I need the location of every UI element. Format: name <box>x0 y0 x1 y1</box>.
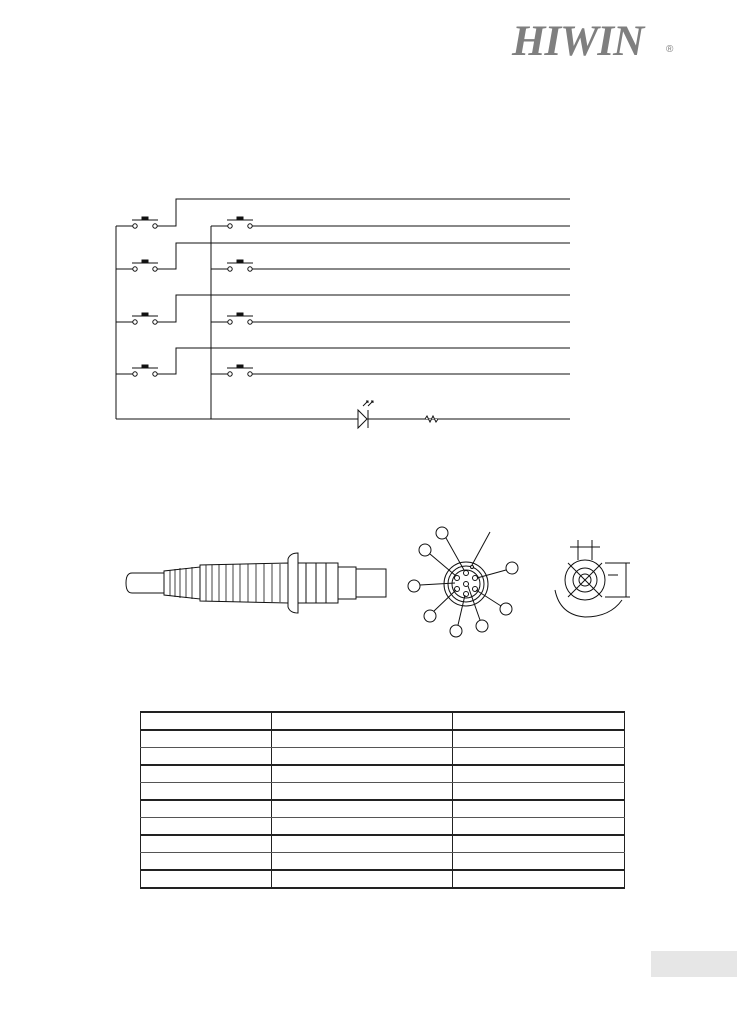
table-row <box>141 765 625 783</box>
table-row <box>141 712 625 730</box>
registered-mark: ® <box>666 44 674 55</box>
table-row <box>141 783 625 801</box>
wiring-row-1 <box>116 199 570 228</box>
table-row <box>141 730 625 748</box>
table-row <box>141 748 625 766</box>
brand-logo <box>512 18 680 66</box>
table-row <box>141 853 625 871</box>
table-cell <box>141 818 272 836</box>
table-cell <box>141 800 272 818</box>
connector-dimension-drawing <box>550 535 640 625</box>
table-cell <box>453 818 625 836</box>
table-cell <box>453 870 625 888</box>
table-cell <box>272 835 453 853</box>
switch-icon <box>132 313 158 324</box>
wiring-row-2 <box>116 243 570 271</box>
table-cell <box>272 765 453 783</box>
table-row <box>141 870 625 888</box>
table-cell <box>272 800 453 818</box>
pin-assignment-table <box>140 711 625 889</box>
table-cell <box>272 818 453 836</box>
connector-pin-face-drawing <box>400 520 530 640</box>
pin-callout <box>436 527 464 570</box>
pin-callout <box>476 590 512 615</box>
pin-callout <box>468 586 488 632</box>
table-cell <box>272 870 453 888</box>
table-cell <box>141 730 272 748</box>
table-cell <box>141 835 272 853</box>
pin-callout <box>424 590 456 622</box>
table-cell <box>453 712 625 730</box>
angle-arc <box>555 590 622 617</box>
brand-logo-text: HIWIN <box>512 18 644 65</box>
pin-callout <box>419 544 456 576</box>
wiring-row-3 <box>116 295 570 324</box>
table-cell <box>272 783 453 801</box>
led-icon <box>358 401 373 428</box>
keyway-leader <box>472 532 490 565</box>
switch-icon <box>132 217 158 228</box>
table-cell <box>141 748 272 766</box>
table-cell <box>141 870 272 888</box>
switch-icon <box>132 260 158 271</box>
switch-icon <box>227 313 253 324</box>
table-cell <box>141 783 272 801</box>
connector-plug-drawing <box>120 545 400 625</box>
page-number-tab <box>651 951 737 977</box>
table-cell <box>453 730 625 748</box>
resistor-icon <box>425 416 438 422</box>
table-cell <box>453 853 625 871</box>
table-cell <box>272 853 453 871</box>
table-cell <box>141 712 272 730</box>
table-cell <box>453 835 625 853</box>
table-cell <box>272 748 453 766</box>
wiring-row-4 <box>116 348 570 376</box>
table-row <box>141 800 625 818</box>
switch-icon <box>227 365 253 376</box>
table-cell <box>453 783 625 801</box>
table-cell <box>453 748 625 766</box>
table-cell <box>453 800 625 818</box>
switch-icon <box>227 217 253 228</box>
switch-icon <box>227 260 253 271</box>
table-cell <box>141 765 272 783</box>
table-cell <box>272 730 453 748</box>
table-row <box>141 835 625 853</box>
wiring-diagram <box>100 190 580 430</box>
table-row <box>141 818 625 836</box>
switch-icon <box>132 365 158 376</box>
table-cell <box>453 765 625 783</box>
table-cell <box>272 712 453 730</box>
table-cell <box>141 853 272 871</box>
